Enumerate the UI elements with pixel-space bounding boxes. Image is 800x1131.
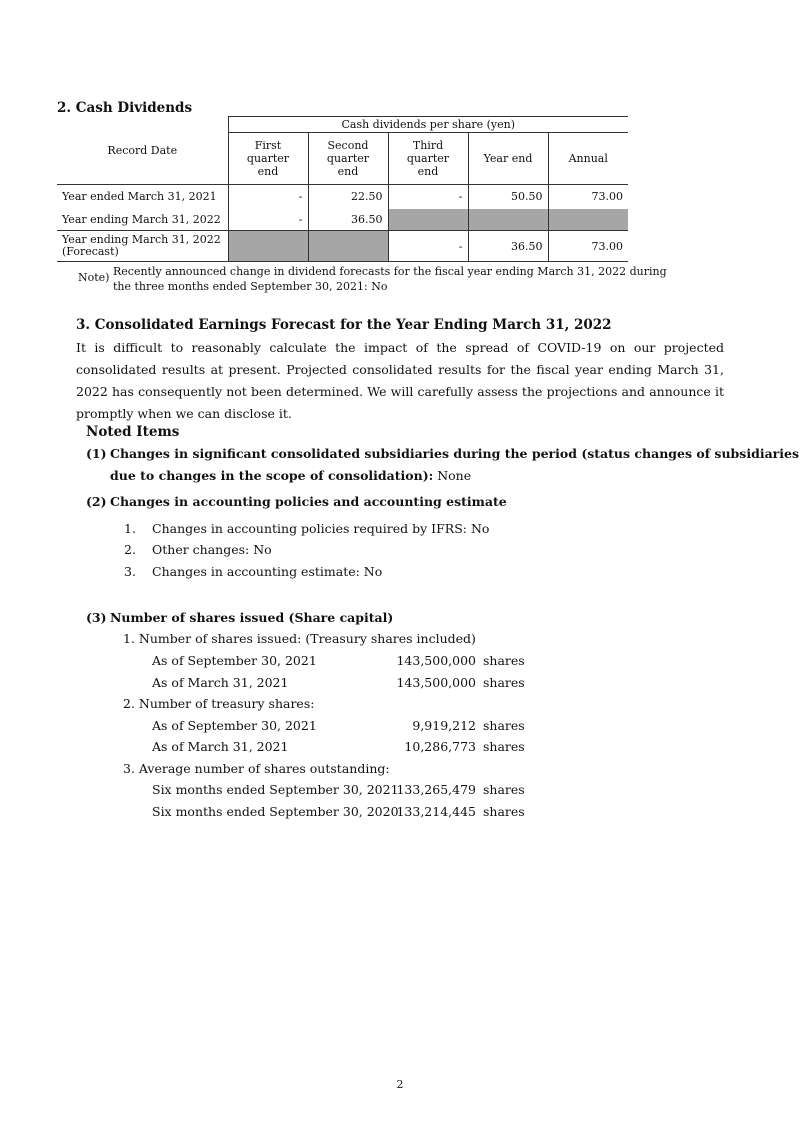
shares-row-label: As of March 31, 2021: [152, 675, 289, 690]
shares-unit: shares: [483, 782, 525, 797]
shaded-cell: [388, 209, 468, 231]
table-row: Year ending March 31, 2022 (Forecast) - 36.50 73.00: [57, 231, 628, 262]
list-item-text: Changes in accounting estimate: No: [152, 564, 383, 579]
item2-number: (2): [86, 494, 107, 509]
list-item: 3.: [124, 564, 136, 579]
shaded-cell: [228, 231, 308, 262]
shares-group-title: 3. Average number of shares outstanding:: [123, 761, 390, 776]
cash-dividends-heading: 2. Cash Dividends: [57, 100, 193, 116]
item3-number: (3): [86, 610, 107, 625]
note-label: Note): [78, 271, 110, 284]
shares-unit: shares: [483, 804, 525, 819]
shares-row-value: 143,500,000: [396, 653, 476, 668]
shares-row-value: 10,286,773: [404, 739, 476, 754]
col-year-end: Year end: [468, 133, 548, 185]
shares-unit: shares: [483, 653, 525, 668]
table-row: Year ended March 31, 2021 - 22.50 - 50.50 73.00: [57, 185, 628, 209]
shaded-cell: [548, 209, 628, 231]
item2-title: Changes in accounting policies and accounting estimate: [110, 494, 507, 509]
list-item: 1.: [124, 521, 136, 536]
dividends-per-share-header: Cash dividends per share (yen): [228, 117, 628, 133]
item1-line2: due to changes in the scope of consolidation): None: [110, 468, 472, 483]
shares-row-value: 9,919,212: [412, 718, 476, 733]
shares-row-value: 133,214,445: [396, 804, 476, 819]
table-row: Year ending March 31, 2022 - 36.50: [57, 209, 628, 231]
shares-unit: shares: [483, 739, 525, 754]
shaded-cell: [308, 231, 388, 262]
list-item-text: Other changes: No: [152, 542, 272, 557]
item3-title: Number of shares issued (Share capital): [110, 610, 394, 625]
item1-number: (1): [86, 446, 107, 461]
shares-row-value: 143,500,000: [396, 675, 476, 690]
item1-value: None: [433, 468, 472, 483]
shares-row-label: Six months ended September 30, 2021: [152, 782, 399, 797]
shares-unit: shares: [483, 718, 525, 733]
page-number: 2: [396, 1078, 404, 1091]
dividend-note: Recently announced change in dividend forecasts for the fiscal year ending March 31, 2022 during the three months ended September 30, 2021: No: [113, 265, 667, 293]
noted-items-heading: Noted Items: [86, 424, 180, 440]
col-first-quarter: First quarter end: [228, 133, 308, 185]
shares-row-label: As of September 30, 2021: [152, 653, 317, 668]
shares-row-label: Six months ended September 30, 2020: [152, 804, 399, 819]
shares-group-title: 2. Number of treasury shares:: [123, 696, 315, 711]
forecast-paragraph: It is difficult to reasonably calculate the impact of the spread of COVID-19 on our projected consolidated results at present. Projected consolidated results for the fiscal year ending March 31, 2022 has consequently not been determined. We will carefully assess the projections and announce it promptly when we can disclose it.: [76, 340, 724, 421]
dividends-table: [57, 116, 628, 262]
col-second-quarter: Second quarter end: [308, 133, 388, 185]
shares-row-label: As of March 31, 2021: [152, 739, 289, 754]
list-item: 2.: [124, 542, 136, 557]
list-item-text: Changes in accounting policies required by IFRS: No: [152, 521, 490, 536]
shares-row-value: 133,265,479: [396, 782, 476, 797]
shares-row-label: As of September 30, 2021: [152, 718, 317, 733]
shares-unit: shares: [483, 675, 525, 690]
record-date-header: Record Date: [107, 143, 178, 157]
item1-line1: Changes in significant consolidated subsidiaries during the period (status changes of subsidiaries: [110, 446, 799, 461]
forecast-heading: 3. Consolidated Earnings Forecast for the Year Ending March 31, 2022: [76, 317, 612, 333]
col-annual: Annual: [548, 133, 628, 185]
shares-group-title: 1. Number of shares issued: (Treasury shares included): [123, 631, 476, 646]
col-third-quarter: Third quarter end: [388, 133, 468, 185]
shaded-cell: [468, 209, 548, 231]
